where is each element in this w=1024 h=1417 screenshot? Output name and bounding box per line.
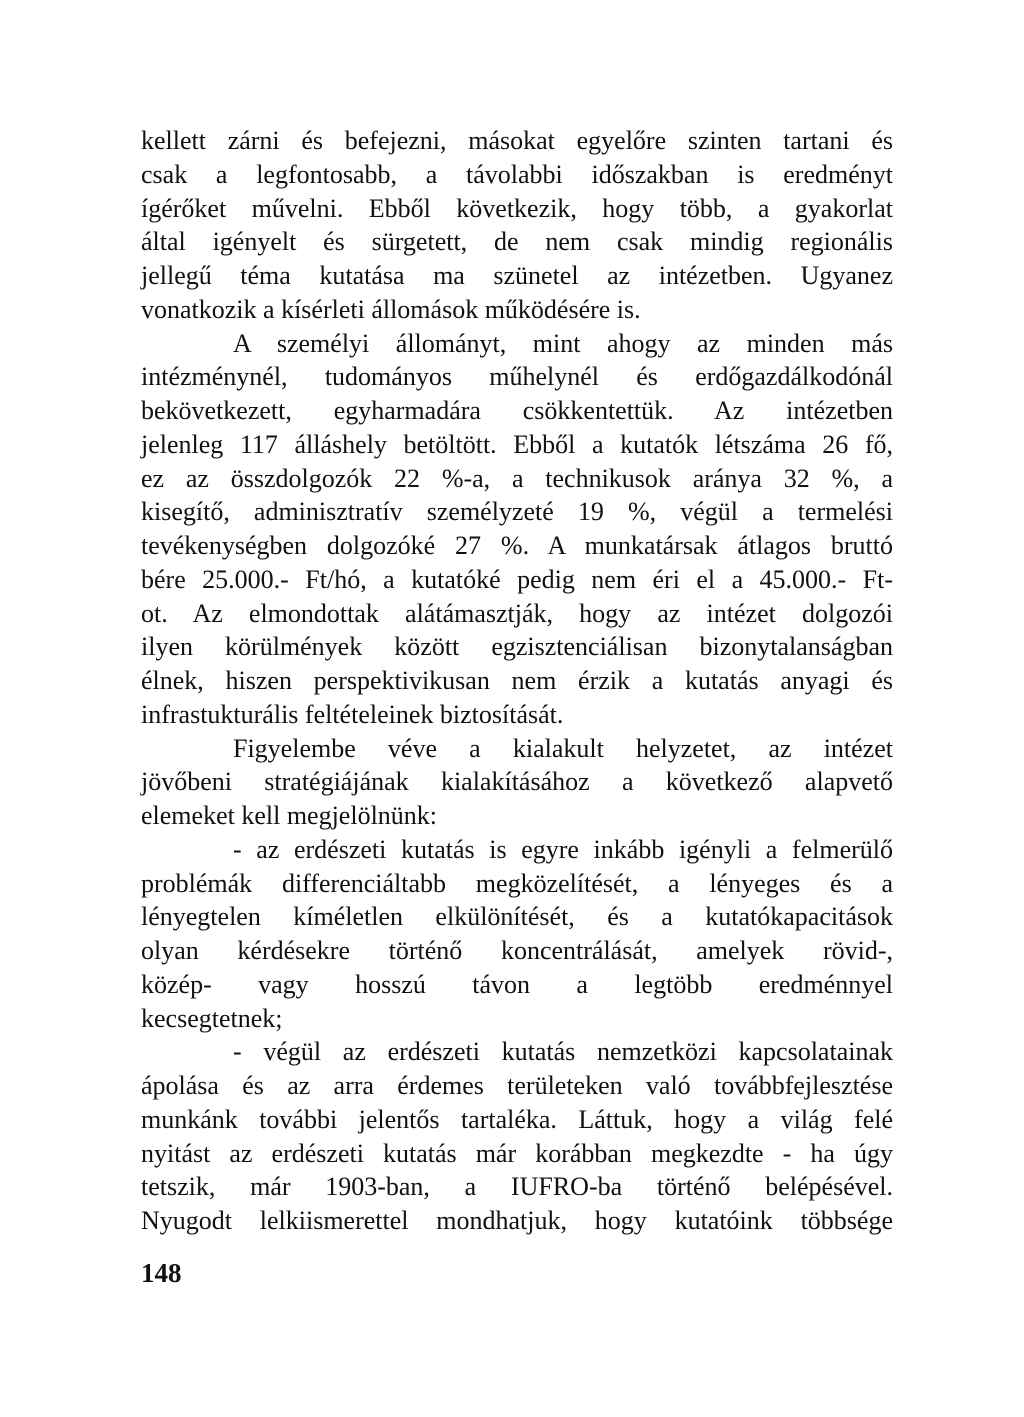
text-line: problémák differenciáltabb megközelítését, a lényeges és a <box>141 868 893 898</box>
text-line: jellegű téma kutatása ma szünetel az intézetben. Ugyanez <box>141 261 893 290</box>
text-line: által igényelt és sürgetett, de nem csak mindig regionális <box>141 227 893 257</box>
text-line: ilyen körülmények között egzisztenciálisan bizonytalanságban <box>141 632 893 662</box>
text-line: kellett zárni és befejezni, másokat egyelőre szinten tartani és <box>141 126 893 155</box>
text-line: ígérőket művelni. Ebből következik, hogy több, a gyakorlat <box>141 193 893 223</box>
text-line: élnek, hiszen perspektivikusan nem érzik a kutatás anyagi és <box>141 666 893 695</box>
text-line: jövőbeni stratégiájának kialakításához a következő alapvető <box>141 767 893 797</box>
text-line: jelenleg 117 álláshely betöltött. Ebből a kutatók létszáma 26 fő, <box>141 429 893 459</box>
text-line: elemeket kell megjelölnünk: <box>141 801 438 830</box>
list-item-start-line: - végül az erdészeti kutatás nemzetközi kapcsolatainak <box>233 1037 893 1067</box>
list-item-start-line: - az erdészeti kutatás is egyre inkább igényli a felmerülő <box>233 834 893 864</box>
paragraph-start-line: A személyi állományt, mint ahogy az minden más <box>233 328 893 358</box>
body-text <box>141 124 893 1238</box>
paragraph-start-line: Figyelembe véve a kialakult helyzetet, az intézet <box>233 733 893 763</box>
text-line: nyitást az erdészeti kutatás már korábban megkezdte - ha úgy <box>141 1138 893 1168</box>
text-line: tetszik, már 1903-ban, a IUFRO-ba történő belépésével. <box>141 1172 893 1202</box>
text-line: intézménynél, tudományos műhelynél és erdőgazdálkodónál <box>141 362 893 392</box>
text-line: ápolása és az arra érdemes területeken való továbbfejlesztése <box>141 1071 893 1100</box>
text-line: infrastukturális feltételeinek biztosítását. <box>141 699 564 729</box>
text-line: olyan kérdésekre történő koncentrálását, amelyek rövid-, <box>141 936 893 965</box>
text-line: bekövetkezett, egyharmadára csökkentettük. Az intézetben <box>141 396 893 425</box>
text-line: kecsegtetnek; <box>141 1003 283 1033</box>
page-number: 148 <box>141 1258 182 1288</box>
text-line: kisegítő, adminisztratív személyzeté 19 %, végül a termelési <box>141 497 893 527</box>
text-line: bére 25.000.- Ft/hó, a kutatóké pedig nem éri el a 45.000.- Ft- <box>141 564 893 594</box>
text-line: vonatkozik a kísérleti állomások működésére is. <box>141 294 641 324</box>
text-line: csak a legfontosabb, a távolabbi időszakban is eredményt <box>141 159 893 189</box>
text-line: ez az összdolgozók 22 %-a, a technikusok aránya 32 %, a <box>141 463 893 493</box>
text-line: munkánk további jelentős tartaléka. Láttuk, hogy a világ felé <box>141 1104 893 1134</box>
text-line: ot. Az elmondottak alátámasztják, hogy az intézet dolgozói <box>141 598 893 628</box>
text-line: közép- vagy hosszú távon a legtöbb eredménnyel <box>141 969 893 999</box>
text-line: Nyugodt lelkiismerettel mondhatjuk, hogy kutatóink többsége <box>141 1206 893 1235</box>
text-line: lényegtelen kíméletlen elkülönítését, és a kutatókapacitások <box>141 902 893 932</box>
text-line: tevékenységben dolgozóké 27 %. A munkatársak átlagos bruttó <box>141 531 893 560</box>
